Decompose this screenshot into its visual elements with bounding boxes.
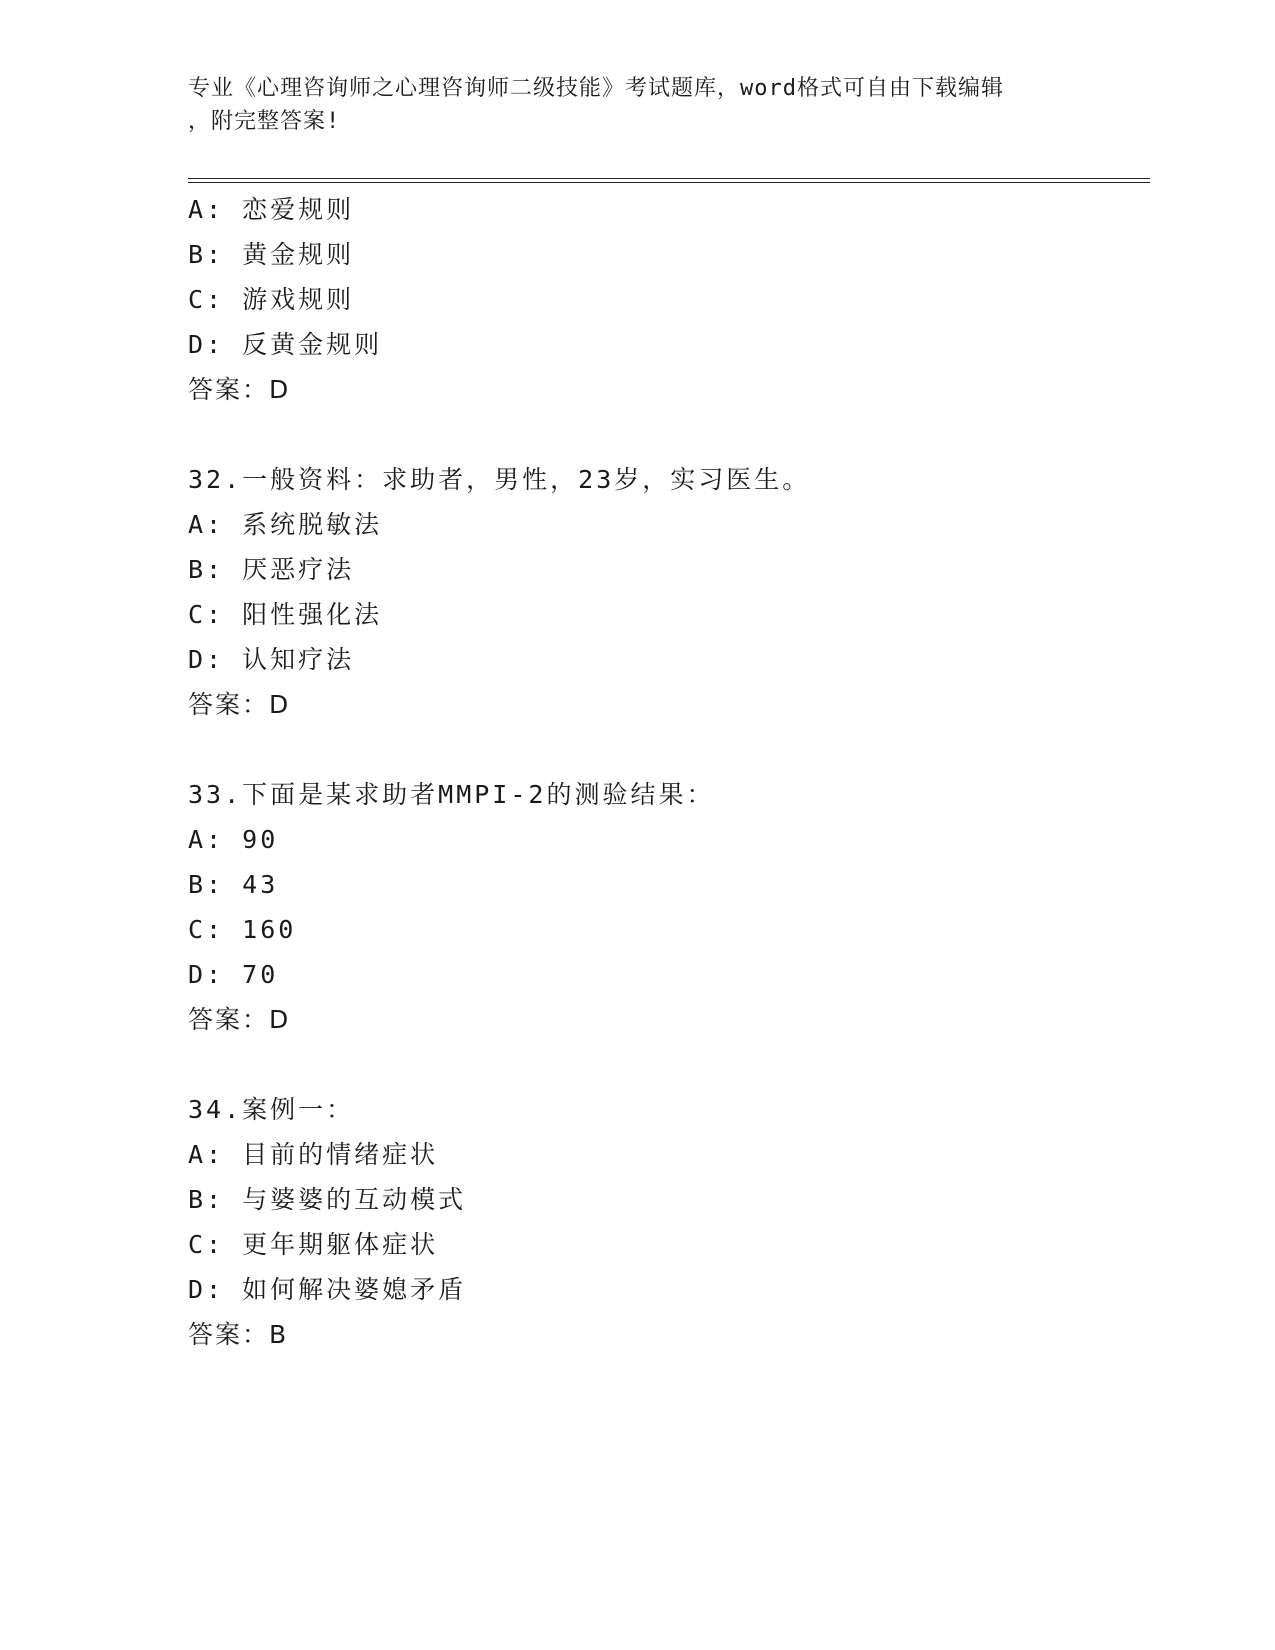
question-32: 32.一般资料：求助者，男性，23岁，实习医生。: [188, 465, 811, 494]
option-a: A: 90: [188, 825, 279, 854]
question-33: 33.下面是某求助者MMPI-2的测验结果：: [188, 780, 715, 809]
question-34: 34.案例一：: [188, 1095, 355, 1124]
header-line-1: 专业《心理咨询师之心理咨询师二级技能》考试题库，word格式可自由下载编辑: [188, 76, 1004, 101]
option-d: D: 反黄金规则: [188, 330, 383, 359]
answer-line: 答案：B: [188, 1320, 289, 1349]
option-b: B: 黄金规则: [188, 240, 355, 269]
answer-line: 答案：D: [188, 1005, 291, 1034]
option-c: C: 游戏规则: [188, 285, 355, 314]
header-divider-bottom: [188, 182, 1150, 183]
option-d: D: 如何解决婆媳矛盾: [188, 1275, 467, 1304]
answer-line: 答案：D: [188, 690, 291, 719]
option-b: B: 厌恶疗法: [188, 555, 355, 584]
option-b: B: 与婆婆的互动模式: [188, 1185, 467, 1214]
option-c: C: 160: [188, 915, 297, 944]
option-c: C: 阳性强化法: [188, 600, 383, 629]
option-b: B: 43: [188, 870, 279, 899]
answer-line: 答案：D: [188, 375, 291, 404]
option-a: A: 恋爱规则: [188, 195, 355, 224]
option-d: D: 70: [188, 960, 279, 989]
option-a: A: 系统脱敏法: [188, 510, 383, 539]
option-d: D: 认知疗法: [188, 645, 355, 674]
option-a: A: 目前的情绪症状: [188, 1140, 439, 1169]
header-line-2: ，附完整答案!: [188, 109, 341, 134]
document-header: [188, 72, 1088, 138]
header-divider-top: [188, 178, 1150, 179]
option-c: C: 更年期躯体症状: [188, 1230, 439, 1259]
